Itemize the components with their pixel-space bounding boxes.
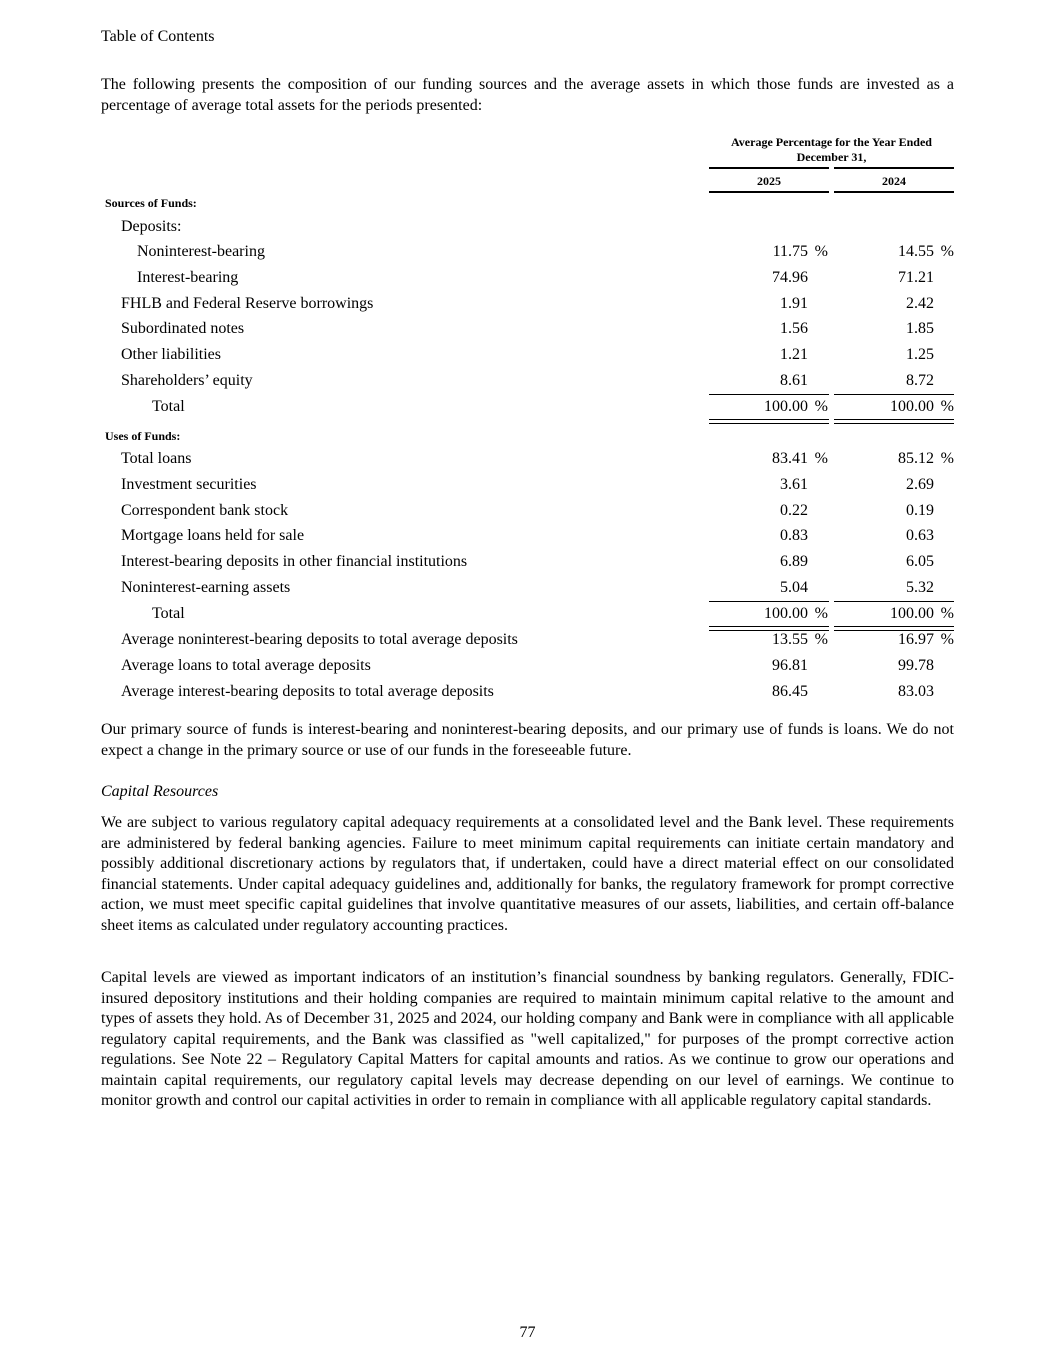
value-2024: [906, 476, 954, 494]
row-label: Total: [152, 397, 185, 415]
table-row: [0, 450, 1055, 472]
value-2024: [906, 320, 954, 338]
value-number: 71.21: [898, 268, 934, 286]
value-2025: [780, 476, 828, 494]
table-row: [0, 295, 1055, 317]
value-number: 8.61: [780, 372, 808, 389]
subtotal-rule: [834, 394, 954, 395]
value-number: 96.81: [772, 656, 808, 674]
value-2024: [898, 631, 954, 649]
row-label: Noninterest-bearing: [137, 243, 265, 260]
value-2025: [780, 372, 828, 390]
row-label: Average noninterest-bearing deposits to total average deposits: [121, 631, 518, 648]
percent-sign: %: [814, 243, 828, 260]
value-2024: [906, 295, 954, 313]
total-double-rule: [834, 419, 954, 424]
percent-sign: %: [940, 604, 954, 622]
row-label: Correspondent bank stock: [121, 501, 289, 519]
row-label: Average loans to total average deposits: [121, 656, 371, 674]
value-2024: [890, 605, 954, 623]
row-label: Noninterest-earning assets: [121, 579, 291, 596]
value-2025: [772, 631, 828, 649]
table-row: [0, 372, 1055, 394]
value-2024: [890, 398, 954, 416]
value-number: 2.69: [906, 475, 934, 493]
value-number: 83.03: [898, 682, 934, 700]
total-double-rule: [709, 419, 829, 424]
value-2024: [898, 657, 954, 675]
value-number: 5.32: [906, 579, 934, 596]
deposits-label-row: [0, 218, 1055, 240]
row-label: Total: [152, 604, 185, 622]
value-number: 3.61: [780, 475, 808, 493]
row-label: Subordinated notes: [121, 320, 245, 338]
subtotal-rule: [709, 601, 829, 602]
value-number: 0.22: [780, 501, 808, 519]
value-2024: [898, 683, 954, 701]
value-number: 100.00: [890, 397, 934, 415]
table-row: [0, 269, 1055, 291]
value-number: 1.56: [780, 320, 808, 338]
deposits-label: Deposits:: [121, 218, 182, 235]
value-2024: [898, 269, 954, 287]
percent-sign: %: [940, 397, 954, 415]
value-number: 1.85: [906, 320, 934, 338]
value-number: 0.83: [780, 527, 808, 545]
table-row: [0, 631, 1055, 653]
table-row: [0, 553, 1055, 575]
capital-resources-heading: Capital Resources: [101, 783, 219, 800]
value-number: 83.41: [772, 450, 808, 467]
table-row: [0, 476, 1055, 498]
percent-sign: %: [814, 631, 828, 648]
value-2024: [906, 502, 954, 520]
value-2025: [780, 527, 828, 545]
table-row: [0, 320, 1055, 342]
row-label: Interest-bearing: [137, 268, 239, 286]
subtotal-rule: [834, 601, 954, 602]
percent-sign: %: [814, 397, 828, 415]
value-2024: [898, 243, 954, 261]
table-row: [0, 346, 1055, 368]
value-2025: [772, 269, 828, 287]
value-number: 99.78: [898, 656, 934, 674]
value-number: 6.89: [780, 553, 808, 571]
table-row: [0, 243, 1055, 265]
percent-sign: %: [940, 450, 954, 467]
value-number: 74.96: [772, 268, 808, 286]
table-row: [0, 502, 1055, 524]
header-rule: [834, 191, 954, 193]
value-2025: [772, 657, 828, 675]
value-2025: [780, 346, 828, 364]
percent-sign: %: [814, 450, 828, 467]
value-2024: [898, 450, 954, 468]
page-number: 77: [519, 1324, 536, 1341]
value-number: 8.72: [906, 372, 934, 389]
table-column-group-header: Average Percentage for the Year Ended December 31,: [731, 135, 932, 164]
value-number: 13.55: [772, 631, 808, 648]
value-2024: [906, 346, 954, 364]
value-2025: [764, 398, 828, 416]
value-2025: [772, 683, 828, 701]
row-label: Shareholders’ equity: [121, 372, 253, 389]
table-row: [0, 605, 1055, 627]
subtotal-rule: [709, 394, 829, 395]
capital-requirements-paragraph: We are subject to various regulatory capital adequacy requirements at a consolidated level and the Bank level. These requirements are administered by federal banking agencies. Failure to meet minimum capital requirements can initiate certain mandatory and possibly additional discretionary actions by regulators that, if undertaken, could have a direct material effect on our consolidated financial statements. Under capital adequacy guidelines and, additionally for banks, the regulatory framework for prompt corrective action, we must meet specific capital guidelines that involve quantitative measures of our assets, liabilities, and certain off-balance sheet items as calculated under regulatory accounting practices.: [101, 814, 954, 934]
value-number: 0.19: [906, 501, 934, 519]
row-label: Investment securities: [121, 475, 257, 493]
column-header-2024: 2024: [882, 174, 906, 188]
row-label: FHLB and Federal Reserve borrowings: [121, 294, 374, 312]
column-header-2025: 2025: [757, 174, 781, 188]
row-label: Total loans: [121, 450, 192, 467]
value-number: 1.25: [906, 346, 934, 364]
value-2024: [906, 579, 954, 597]
value-number: 0.63: [906, 527, 934, 545]
table-of-contents-link[interactable]: Table of Contents: [101, 28, 215, 45]
value-2024: [906, 527, 954, 545]
percent-sign: %: [940, 631, 954, 648]
value-2025: [780, 502, 828, 520]
header-rule: [709, 167, 829, 169]
percent-sign: %: [814, 604, 828, 622]
value-number: 86.45: [772, 682, 808, 700]
value-2025: [772, 450, 828, 468]
value-2025: [773, 243, 828, 261]
value-number: 11.75: [772, 243, 808, 260]
funds-summary-paragraph: Our primary source of funds is interest-bearing and noninterest-bearing deposits, and our primary use of funds is loans. We do not expect a change in the primary source or use of our funds in the foreseeable future.: [101, 721, 954, 759]
value-number: 100.00: [764, 397, 808, 415]
table-row: [0, 579, 1055, 601]
value-2025: [780, 553, 828, 571]
row-label: Average interest-bearing deposits to total average deposits: [121, 682, 494, 700]
row-label: Other liabilities: [121, 346, 221, 364]
table-row: [0, 657, 1055, 679]
value-2024: [906, 372, 954, 390]
intro-paragraph: The following presents the composition of our funding sources and the average assets in which those funds are invested as a percentage of average total assets for the periods presented:: [101, 76, 954, 114]
row-label: Mortgage loans held for sale: [121, 527, 305, 545]
value-number: 5.04: [780, 579, 808, 596]
percent-sign: %: [940, 243, 954, 260]
header-rule: [709, 191, 829, 193]
table-row: [0, 683, 1055, 705]
value-2025: [780, 579, 828, 597]
header-rule: [834, 167, 954, 169]
uses-of-funds-heading: Uses of Funds:: [105, 429, 181, 443]
value-2025: [764, 605, 828, 623]
value-number: 16.97: [898, 631, 934, 648]
value-number: 100.00: [890, 604, 934, 622]
value-number: 14.55: [898, 243, 934, 260]
table-row: [0, 527, 1055, 549]
table-row: [0, 398, 1055, 420]
value-2025: [780, 295, 828, 313]
value-2025: [780, 320, 828, 338]
value-number: 1.21: [780, 346, 808, 364]
value-number: 6.05: [906, 553, 934, 571]
capital-levels-paragraph: Capital levels are viewed as important indicators of an institution’s financial soundness by banking regulators. Generally, FDIC-insured depository institutions and their holding companies are required to maintain minimum capital relative to the amount and types of assets they hold. As of December 31, 2025 and 2024, our holding company and Bank were in compliance with all applicable regulatory capital requirements, and the Bank was classified as "well capitalized," for purposes of the prompt corrective action regulations. See Note 22 – Regulatory Capital Matters for capital amounts and ratios. As we continue to grow our operations and maintain capital requirements, our regulatory capital levels may decrease depending on our level of earnings. We continue to monitor growth and control our capital activities in order to remain in compliance with all applicable regulatory capital standards.: [101, 969, 954, 1109]
value-2024: [906, 553, 954, 571]
value-number: 1.91: [780, 294, 808, 312]
value-number: 100.00: [764, 604, 808, 622]
value-number: 85.12: [898, 450, 934, 467]
sources-of-funds-heading: Sources of Funds:: [105, 196, 197, 210]
value-number: 2.42: [906, 294, 934, 312]
row-label: Interest-bearing deposits in other financial institutions: [121, 553, 468, 571]
